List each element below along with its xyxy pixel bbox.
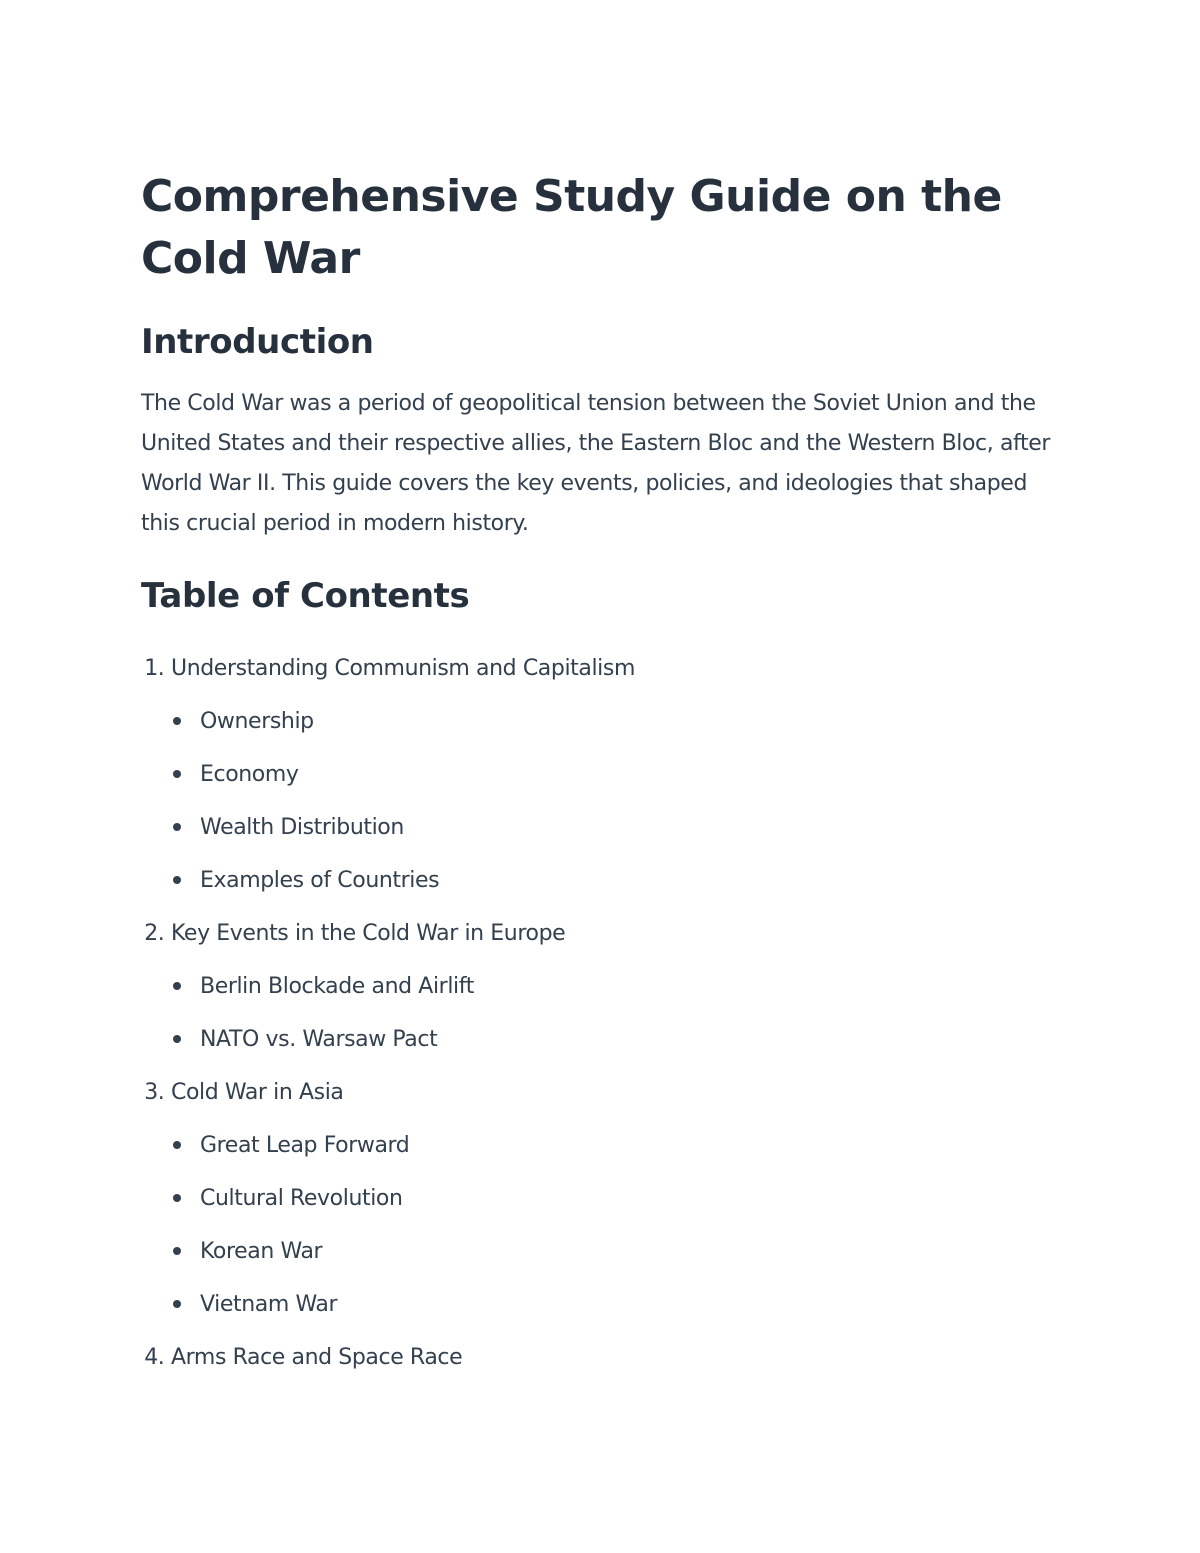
- toc-item-label: Cold War in Asia: [171, 1080, 344, 1105]
- toc-heading: Table of Contents: [141, 576, 470, 616]
- toc-subitem: [141, 854, 1061, 907]
- toc-sublist: [141, 695, 1061, 907]
- bullet-icon: [173, 823, 181, 831]
- toc-subitem: [141, 1225, 1061, 1278]
- toc-subitem-label: Examples of Countries: [200, 868, 440, 893]
- toc-subitem: [141, 1013, 1061, 1066]
- toc-sublist: [141, 1119, 1061, 1331]
- toc-subitem-label: Ownership: [200, 709, 314, 734]
- toc-item: [141, 642, 1061, 907]
- bullet-icon: [173, 717, 181, 725]
- introduction-paragraph: The Cold War was a period of geopolitical tension between the Soviet Union and the United States and their respective allies, the Eastern Bloc and the Western Bloc, after World War II. This guide covers the key events, policies, and ideologies that shaped this crucial period in modern history.: [141, 391, 1050, 536]
- bullet-icon: [173, 1247, 181, 1255]
- bullet-icon: [173, 982, 181, 990]
- document-page: [141, 166, 1061, 1384]
- toc-subitem: [141, 1172, 1061, 1225]
- toc-subitem-label: Berlin Blockade and Airlift: [200, 974, 474, 999]
- bullet-icon: [173, 770, 181, 778]
- toc-item-label: Understanding Communism and Capitalism: [171, 656, 635, 681]
- toc-item-number: 4.: [144, 1345, 171, 1370]
- toc-item: [141, 907, 1061, 1066]
- toc-subitem-label: Vietnam War: [200, 1292, 338, 1317]
- toc-item-label: Arms Race and Space Race: [171, 1345, 463, 1370]
- bullet-icon: [173, 1194, 181, 1202]
- introduction-heading: Introduction: [141, 322, 374, 362]
- toc-item: [141, 1066, 1061, 1331]
- bullet-icon: [173, 1141, 181, 1149]
- toc-subitem-label: Great Leap Forward: [200, 1133, 410, 1158]
- bullet-icon: [173, 876, 181, 884]
- bullet-icon: [173, 1035, 181, 1043]
- toc-item: [141, 1331, 1061, 1384]
- toc-subitem: [141, 1119, 1061, 1172]
- toc-item-number: 3.: [144, 1080, 171, 1105]
- toc-subitem: [141, 801, 1061, 854]
- document-title: Comprehensive Study Guide on the Cold War: [141, 171, 1002, 284]
- toc-item-number: 2.: [144, 921, 171, 946]
- toc-subitem-label: Cultural Revolution: [200, 1186, 403, 1211]
- toc-subitem-label: Korean War: [200, 1239, 323, 1264]
- toc-item-number: 1.: [144, 656, 171, 681]
- toc-subitem: [141, 748, 1061, 801]
- toc-subitem: [141, 960, 1061, 1013]
- bullet-icon: [173, 1300, 181, 1308]
- toc-sublist: [141, 960, 1061, 1066]
- toc-subitem-label: NATO vs. Warsaw Pact: [200, 1027, 438, 1052]
- toc-subitem: [141, 1278, 1061, 1331]
- toc-subitem-label: Economy: [200, 762, 299, 787]
- toc-subitem-label: Wealth Distribution: [200, 815, 404, 840]
- toc-subitem: [141, 695, 1061, 748]
- toc-item-label: Key Events in the Cold War in Europe: [171, 921, 566, 946]
- table-of-contents: [141, 642, 1061, 1384]
